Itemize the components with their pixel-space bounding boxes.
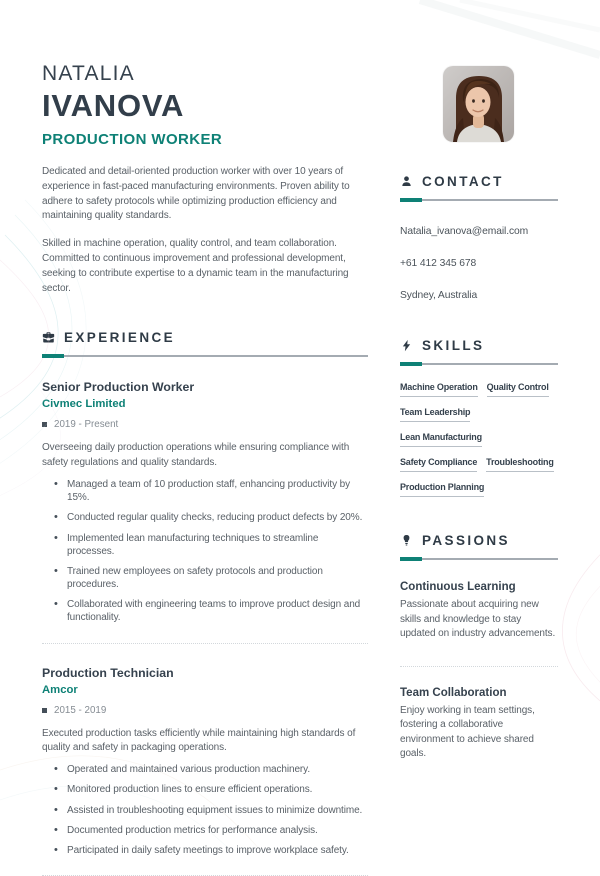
skill-row — [400, 482, 558, 497]
experience-entry — [42, 380, 368, 624]
job-bullet: • Assisted in troubleshooting equipment issues to minimize downtime. — [42, 804, 368, 817]
contact-location: Sydney, Australia — [400, 290, 478, 301]
skills-header — [400, 338, 558, 353]
skill-item: Quality Control — [487, 382, 549, 397]
job-bullet: • Monitored production lines to ensure efficient operations. — [42, 783, 368, 796]
passion-name: Continuous Learning — [400, 581, 516, 593]
passion-description: Enjoy working in team settings, fostering a collaborative environment to achieve shared goals. — [400, 704, 535, 759]
skill-item: Team Leadership — [400, 407, 470, 422]
experience-title: EXPERIENCE — [64, 330, 176, 346]
passion-divider — [400, 666, 558, 667]
skill-item: Lean Manufacturing — [400, 432, 482, 447]
skill-item: Safety Compliance — [400, 457, 477, 472]
experience-entry — [42, 666, 368, 858]
skill-list — [400, 382, 558, 497]
date-marker-icon — [42, 708, 47, 713]
person-icon — [400, 175, 413, 188]
skill-item: Production Planning — [400, 482, 484, 497]
contact-phone: +61 412 345 678 — [400, 258, 477, 269]
experience-section — [42, 330, 368, 876]
skill-item: Troubleshooting — [486, 457, 554, 472]
passions-section — [400, 533, 558, 762]
date-range: 2015 - 2019 — [54, 704, 107, 716]
summary-paragraph: Dedicated and detail-oriented production worker with over 10 years of experience in fast-paced manufacturing environments. Proven ability to adhere to safety protocols while optimizing production efficiency and maintaining quality standards. — [42, 166, 350, 222]
skill-row — [400, 432, 558, 447]
contact-section — [400, 174, 558, 301]
passion-name: Team Collaboration — [400, 686, 507, 699]
profile-photo — [443, 66, 514, 142]
section-rule — [400, 198, 558, 202]
contact-title: CONTACT — [422, 174, 504, 189]
contact-email: Natalia_ivanova@email.com — [400, 226, 529, 237]
job-title: PRODUCTION WORKER — [42, 130, 223, 148]
job-bullet-list — [42, 478, 368, 625]
job-bullet: • Implemented lean manufacturing techniques to streamline processes. — [42, 532, 368, 558]
bolt-icon — [400, 339, 413, 352]
contact-header — [400, 174, 558, 189]
passion-item — [400, 581, 558, 642]
job-role: Senior Production Worker — [42, 380, 195, 395]
job-bullet-list — [42, 763, 368, 857]
passion-description: Passionate about acquiring new skills and knowledge to stay updated on industry advancements. — [400, 599, 556, 639]
experience-header — [42, 330, 368, 345]
skill-row — [400, 407, 558, 422]
skill-row — [400, 382, 558, 397]
skill-row — [400, 457, 558, 472]
entry-divider — [42, 643, 368, 644]
job-description: Executed production tasks efficiently while maintaining high standards of quality and safety in packaging operations. — [42, 727, 356, 754]
briefcase-icon — [42, 331, 55, 344]
job-bullet: • Conducted regular quality checks, reducing product defects by 20%. — [42, 511, 368, 524]
header — [0, 0, 600, 150]
skills-title: SKILLS — [422, 338, 485, 353]
job-role: Production Technician — [42, 665, 174, 680]
summary-paragraph: Skilled in machine operation, quality control, and team collaboration. Committed to continuous improvement and professional development, seeking to contribute expertise to a dynamic team in the manufacturing sector. — [42, 238, 349, 294]
date-row — [42, 419, 368, 430]
lightbulb-icon — [400, 534, 413, 547]
section-rule — [42, 354, 368, 358]
content-columns — [0, 165, 600, 876]
sidebar-column — [400, 165, 558, 876]
company-name: Civmec Limited — [42, 398, 126, 411]
skill-item: Machine Operation — [400, 382, 478, 397]
job-bullet: • Managed a team of 10 production staff, enhancing productivity by 15%. — [42, 478, 368, 504]
passion-item — [400, 687, 558, 762]
summary-section — [42, 165, 368, 296]
company-name: Amcor — [42, 683, 78, 696]
date-range: 2019 - Present — [54, 419, 119, 431]
section-rule — [400, 362, 558, 366]
job-bullet: • Documented production metrics for performance analysis. — [42, 824, 368, 837]
avatar-illustration — [443, 66, 514, 142]
job-bullet: • Trained new employees on safety protocols and production procedures. — [42, 565, 368, 591]
date-marker-icon — [42, 422, 47, 427]
job-bullet: • Participated in daily safety meetings to improve workplace safety. — [42, 844, 368, 857]
first-name: NATALIA — [42, 62, 135, 85]
skills-section — [400, 338, 558, 497]
passions-header — [400, 533, 558, 548]
main-column — [42, 165, 368, 876]
job-description: Overseeing daily production operations while ensuring compliance with safety regulations and quality standards. — [42, 442, 350, 469]
section-rule — [400, 557, 558, 561]
date-row — [42, 705, 368, 716]
job-bullet: • Collaborated with engineering teams to improve product design and functionality. — [42, 598, 368, 624]
passions-title: PASSIONS — [422, 533, 510, 548]
job-bullet: • Operated and maintained various production machinery. — [42, 763, 368, 776]
last-name: IVANOVA — [42, 88, 185, 124]
